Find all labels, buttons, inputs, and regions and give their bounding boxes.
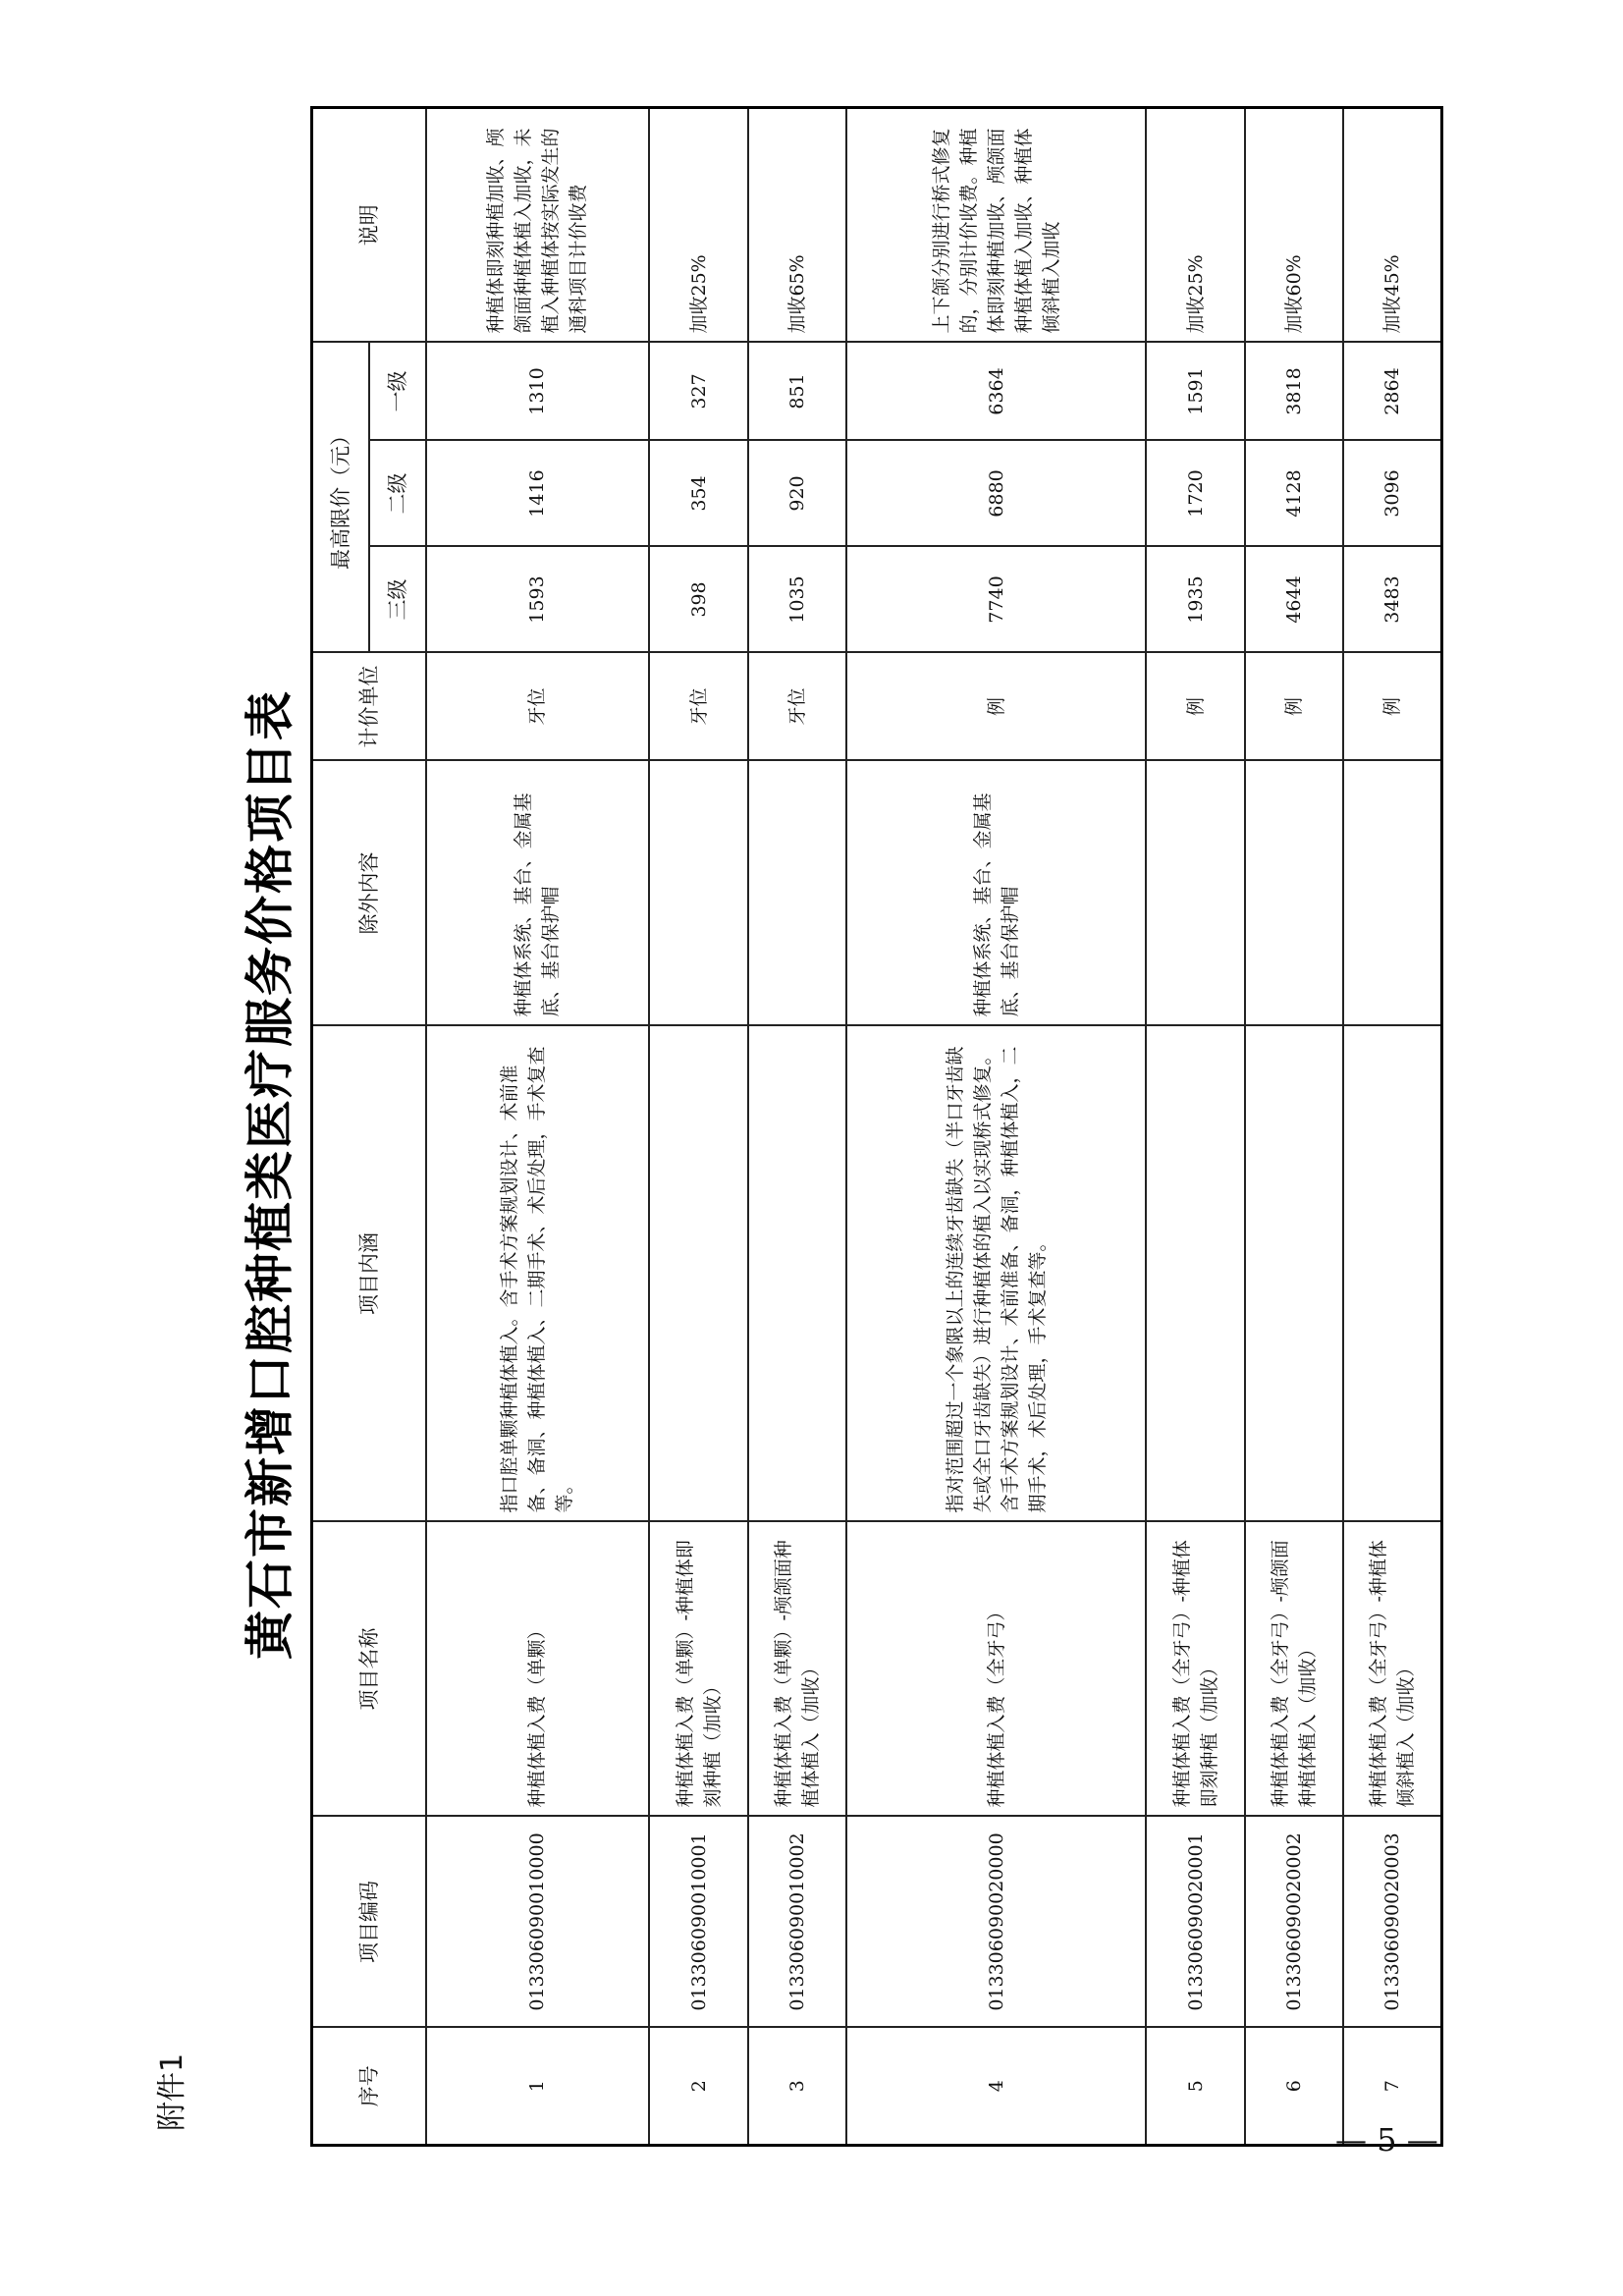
row-unit: 例 bbox=[1343, 653, 1441, 761]
header-level3: 三级 bbox=[369, 547, 426, 653]
row-level3: 1935 bbox=[1146, 547, 1244, 653]
row-seq: 3 bbox=[748, 2028, 846, 2146]
row-note: 加收60% bbox=[1245, 108, 1343, 343]
header-code: 项目编码 bbox=[312, 1817, 426, 2028]
row-code: 013306090020003 bbox=[1343, 1817, 1441, 2028]
row-excluded: 种植体系统、基台、金属基底、基台保护帽 bbox=[426, 761, 650, 1026]
row-excluded bbox=[1245, 761, 1343, 1026]
row-unit: 例 bbox=[1245, 653, 1343, 761]
price-table-container bbox=[310, 129, 1443, 2147]
row-content bbox=[748, 1026, 846, 1522]
row-content bbox=[1245, 1026, 1343, 1522]
row-code: 013306090010002 bbox=[748, 1817, 846, 2028]
row-name: 种植体植入费（单颗）-种植体即刻种植（加收） bbox=[649, 1522, 747, 1817]
header-note: 说明 bbox=[312, 108, 426, 343]
page-title: 黄石市新增口腔种植类医疗服务价格项目表 bbox=[241, 689, 298, 1660]
row-name: 种植体植入费（全牙弓）-种植体即刻种植（加收） bbox=[1146, 1522, 1244, 1817]
row-excluded bbox=[1343, 761, 1441, 1026]
row-content: 指对范围超过一个象限以上的连续牙齿缺失（半口牙齿缺失或全口牙齿缺失）进行种植体的植入以实现桥式修复。含手术方案规划设计、术前准备、备洞，种植体植入，二期手术，术后处理，手术复查等。 bbox=[846, 1026, 1146, 1522]
row-unit: 例 bbox=[1146, 653, 1244, 761]
table-row bbox=[1343, 108, 1441, 2146]
header-row bbox=[312, 108, 369, 2146]
row-level2: 1720 bbox=[1146, 441, 1244, 547]
row-name: 种植体植入费（全牙弓）-种植体倾斜植入（加收） bbox=[1343, 1522, 1441, 1817]
row-excluded bbox=[1146, 761, 1244, 1026]
row-level3: 4644 bbox=[1245, 547, 1343, 653]
row-content bbox=[1343, 1026, 1441, 1522]
row-seq: 7 bbox=[1343, 2028, 1441, 2146]
row-level2: 1416 bbox=[426, 441, 650, 547]
header-content: 项目内涵 bbox=[312, 1026, 426, 1522]
row-level1: 3818 bbox=[1245, 343, 1343, 441]
row-level3: 1035 bbox=[748, 547, 846, 653]
row-level3: 7740 bbox=[846, 547, 1146, 653]
header-excluded: 除外内容 bbox=[312, 761, 426, 1026]
row-seq: 6 bbox=[1245, 2028, 1343, 2146]
table-row bbox=[1146, 108, 1244, 2146]
table-row bbox=[846, 108, 1146, 2146]
row-code: 013306090020002 bbox=[1245, 1817, 1343, 2028]
row-note: 加收25% bbox=[1146, 108, 1244, 343]
attachment-label: 附件1 bbox=[155, 2052, 189, 2131]
header-seq: 序号 bbox=[312, 2028, 426, 2146]
row-level2: 4128 bbox=[1245, 441, 1343, 547]
table-row bbox=[1245, 108, 1343, 2146]
header-max-price: 最高限价（元） bbox=[312, 343, 369, 653]
row-level2: 3096 bbox=[1343, 441, 1441, 547]
header-name: 项目名称 bbox=[312, 1522, 426, 1817]
row-excluded: 种植体系统、基台、金属基底、基台保护帽 bbox=[846, 761, 1146, 1026]
row-name: 种植体植入费（全牙弓）-颅颌面种植体植入（加收） bbox=[1245, 1522, 1343, 1817]
row-level2: 920 bbox=[748, 441, 846, 547]
row-seq: 5 bbox=[1146, 2028, 1244, 2146]
row-level1: 327 bbox=[649, 343, 747, 441]
row-level1: 1591 bbox=[1146, 343, 1244, 441]
row-level2: 354 bbox=[649, 441, 747, 547]
row-name: 种植体植入费（全牙弓） bbox=[846, 1522, 1146, 1817]
table-row bbox=[649, 108, 747, 2146]
header-level2: 二级 bbox=[369, 441, 426, 547]
row-note: 加收25% bbox=[649, 108, 747, 343]
row-level1: 6364 bbox=[846, 343, 1146, 441]
row-code: 013306090020000 bbox=[846, 1817, 1146, 2028]
row-content: 指口腔单颗种植体植入。含手术方案规划设计、术前准备、备洞、种植体植入、二期手术、术后处理，手术复查等。 bbox=[426, 1026, 650, 1522]
row-name: 种植体植入费（单颗）-颅颌面种植体植入（加收） bbox=[748, 1522, 846, 1817]
row-code: 013306090010001 bbox=[649, 1817, 747, 2028]
row-excluded bbox=[748, 761, 846, 1026]
table-row bbox=[426, 108, 650, 2146]
row-note: 加收45% bbox=[1343, 108, 1441, 343]
row-name: 种植体植入费（单颗） bbox=[426, 1522, 650, 1817]
header-unit: 计价单位 bbox=[312, 653, 426, 761]
row-note: 加收65% bbox=[748, 108, 846, 343]
row-level1: 851 bbox=[748, 343, 846, 441]
row-content bbox=[1146, 1026, 1244, 1522]
row-note: 种植体即刻种植加收、颅颌面种植体植入加收，未植入种植体按实际发生的通科项目计价收费 bbox=[426, 108, 650, 343]
row-seq: 1 bbox=[426, 2028, 650, 2146]
row-code: 013306090020001 bbox=[1146, 1817, 1244, 2028]
row-unit: 牙位 bbox=[426, 653, 650, 761]
row-level2: 6880 bbox=[846, 441, 1146, 547]
row-level1: 1310 bbox=[426, 343, 650, 441]
price-table bbox=[310, 106, 1443, 2147]
row-unit: 牙位 bbox=[748, 653, 846, 761]
row-level3: 3483 bbox=[1343, 547, 1441, 653]
row-level3: 1593 bbox=[426, 547, 650, 653]
page-number: — 5 — bbox=[1335, 2121, 1438, 2159]
row-excluded bbox=[649, 761, 747, 1026]
row-seq: 2 bbox=[649, 2028, 747, 2146]
row-note: 上下颌分别进行桥式修复的，分别计价收费。种植体即刻种植加收、颅颌面种植体植入加收、种植体倾斜植入加收 bbox=[846, 108, 1146, 343]
table-row bbox=[748, 108, 846, 2146]
row-unit: 例 bbox=[846, 653, 1146, 761]
row-seq: 4 bbox=[846, 2028, 1146, 2146]
header-level1: 一级 bbox=[369, 343, 426, 441]
row-level1: 2864 bbox=[1343, 343, 1441, 441]
row-unit: 牙位 bbox=[649, 653, 747, 761]
row-code: 013306090010000 bbox=[426, 1817, 650, 2028]
row-content bbox=[649, 1026, 747, 1522]
row-level3: 398 bbox=[649, 547, 747, 653]
